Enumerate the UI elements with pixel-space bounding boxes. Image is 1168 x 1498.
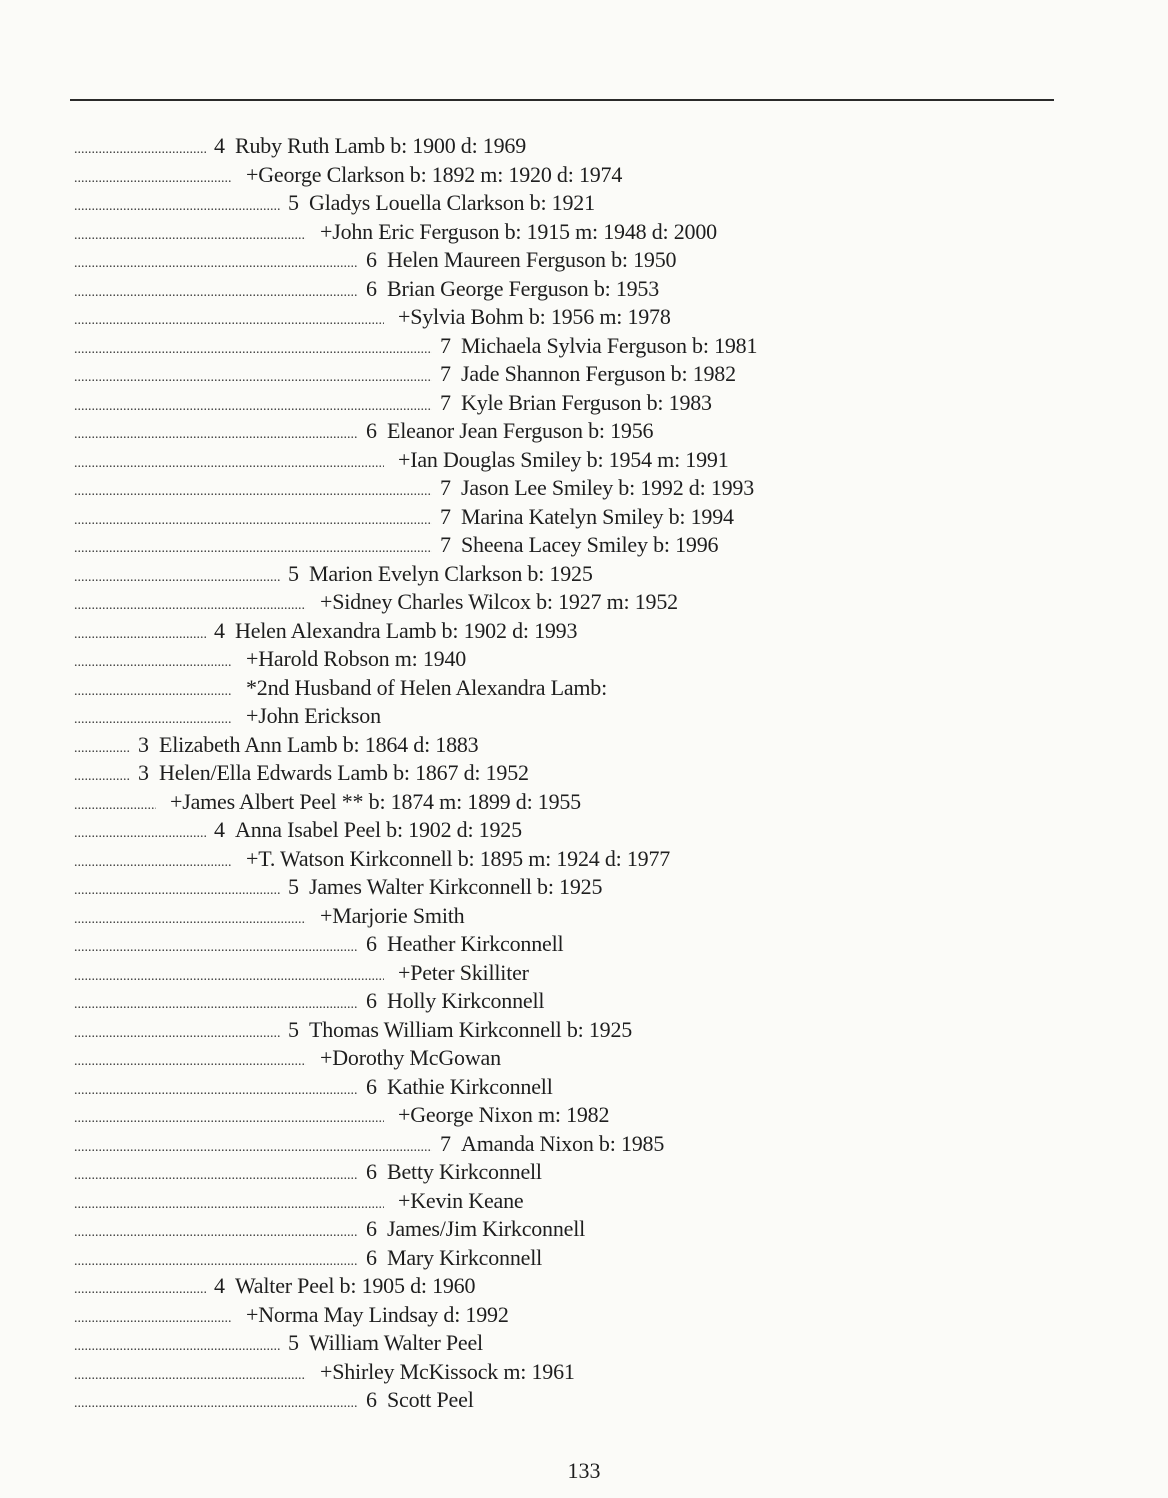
dot-leader [74,934,358,963]
person-entry [74,560,1074,589]
spouse-entry [74,1044,1074,1073]
entry-text: Thomas William Kirkconnell b: 1925 [309,1016,633,1042]
dot-leader [74,1077,358,1106]
entry-text: Brian George Ferguson b: 1953 [387,275,660,301]
dot-leader [74,1219,358,1248]
dot-leader [74,1333,280,1362]
dot-leader [74,336,432,365]
entry-text: William Walter Peel [309,1330,483,1355]
entry-text: Holly Kirkconnell [387,988,545,1013]
generation-number: 6 [366,1387,377,1412]
entry-text: +George Clarkson b: 1892 m: 1920 d: 1974 [246,161,623,187]
generation-number: 7 [440,503,451,529]
generation-number: 3 [138,760,149,785]
dot-leader [74,849,232,878]
person-entry [74,360,1074,389]
dot-leader [74,1390,358,1419]
generation-number: 6 [366,1216,377,1241]
dot-leader [74,364,432,393]
entry-text: Ruby Ruth Lamb b: 1900 d: 1969 [235,133,527,158]
dot-leader [74,678,232,707]
spouse-entry [74,446,1074,475]
entry-text: Kyle Brian Ferguson b: 1983 [461,389,712,415]
entry-text: Elizabeth Ann Lamb b: 1864 d: 1883 [159,731,479,757]
dot-leader [74,792,156,821]
person-entry [74,617,1074,646]
entry-text: +Sylvia Bohm b: 1956 m: 1978 [398,304,671,329]
person-entry [74,1215,1074,1244]
entry-text: Michaela Sylvia Ferguson b: 1981 [461,332,758,358]
person-entry [74,1244,1074,1273]
dot-leader [74,906,306,935]
person-entry [74,189,1074,218]
entry-text: Helen Alexandra Lamb b: 1902 d: 1993 [235,617,578,643]
person-entry [74,759,1074,788]
descendant-tree [74,132,1074,1415]
generation-number: 7 [440,532,451,557]
entry-text: James Walter Kirkconnell b: 1925 [309,874,603,899]
dot-leader [74,564,280,593]
entry-text: Mary Kirkconnell [387,1244,543,1270]
generation-number: 6 [366,247,377,272]
generation-number: 4 [214,1273,225,1298]
dot-leader [74,421,358,450]
entry-text: +Ian Douglas Smiley b: 1954 m: 1991 [398,446,729,472]
entry-text: Marina Katelyn Smiley b: 1994 [461,503,734,529]
generation-number: 6 [366,1244,377,1270]
spouse-entry [74,1358,1074,1387]
person-entry [74,1158,1074,1187]
person-entry [74,1016,1074,1045]
dot-leader [74,1305,232,1334]
person-entry [74,930,1074,959]
spouse-entry [74,788,1074,817]
entry-text: Marion Evelyn Clarkson b: 1925 [309,560,593,586]
entry-text: Anna Isabel Peel b: 1902 d: 1925 [235,817,522,842]
entry-text: Helen Maureen Ferguson b: 1950 [387,247,677,272]
entry-text: +Shirley McKissock m: 1961 [320,1358,575,1384]
dot-leader [74,1020,280,1049]
person-entry [74,531,1074,560]
dot-leader [74,1276,206,1305]
generation-number: 3 [138,731,149,757]
generation-number: 5 [288,874,299,899]
entry-text: Jade Shannon Ferguson b: 1982 [461,361,736,386]
generation-number: 7 [440,1130,451,1156]
generation-number: 6 [366,275,377,301]
generation-number: 6 [366,1073,377,1099]
person-entry [74,246,1074,275]
entry-text: +Dorothy McGowan [320,1045,501,1070]
spouse-entry [74,303,1074,332]
person-entry [74,474,1074,503]
entry-text: Heather Kirkconnell [387,931,564,956]
spouse-entry [74,1101,1074,1130]
entry-text: Eleanor Jean Ferguson b: 1956 [387,418,654,443]
generation-number: 4 [214,133,225,158]
person-entry [74,1272,1074,1301]
dot-leader [74,1048,306,1077]
entry-text: Gladys Louella Clarkson b: 1921 [309,190,595,215]
dot-leader [74,279,358,308]
person-entry [74,1130,1074,1159]
spouse-entry [74,902,1074,931]
dot-leader [74,963,384,992]
spouse-entry [74,1301,1074,1330]
entry-text: Helen/Ella Edwards Lamb b: 1867 d: 1952 [159,760,529,785]
entry-text: +James Albert Peel ** b: 1874 m: 1899 d: 1955 [170,788,581,814]
person-entry [74,987,1074,1016]
dot-leader [74,820,206,849]
dot-leader [74,1162,358,1191]
generation-number: 6 [366,931,377,956]
dot-leader [74,1362,306,1391]
top-rule [70,99,1054,101]
person-entry [74,503,1074,532]
person-entry [74,731,1074,760]
dot-leader [74,250,358,279]
generation-number: 6 [366,418,377,443]
person-entry [74,1073,1074,1102]
entry-text: Sheena Lacey Smiley b: 1996 [461,532,719,557]
spouse-entry [74,702,1074,731]
dot-leader [74,763,130,792]
entry-text: +Kevin Keane [398,1187,524,1213]
entry-text: +Sidney Charles Wilcox b: 1927 m: 1952 [320,589,678,614]
entry-text: +John Erickson [246,703,381,728]
generation-number: 5 [288,190,299,215]
entry-text: +T. Watson Kirkconnell b: 1895 m: 1924 d: 1977 [246,845,671,871]
generation-number: 7 [440,475,451,500]
generation-number: 4 [214,817,225,842]
dot-leader [74,1134,432,1163]
dot-leader [74,649,232,678]
entry-text: +George Nixon m: 1982 [398,1102,610,1127]
generation-number: 7 [440,361,451,386]
entry-text: Kathie Kirkconnell [387,1073,553,1099]
entry-text: +Peter Skilliter [398,959,529,985]
page-number: 133 [567,1458,601,1483]
entry-text: +Marjorie Smith [320,902,465,928]
dot-leader [74,450,384,479]
spouse-entry [74,218,1074,247]
person-entry [74,389,1074,418]
dot-leader [74,507,432,536]
spouse-entry [74,161,1074,190]
generation-number: 5 [288,560,299,586]
generation-number: 7 [440,389,451,415]
person-entry [74,1386,1074,1415]
dot-leader [74,193,280,222]
dot-leader [74,393,432,422]
dot-leader [74,165,232,194]
entry-text: James/Jim Kirkconnell [387,1216,586,1241]
entry-text: +Norma May Lindsay d: 1992 [246,1301,509,1327]
person-entry [74,1329,1074,1358]
generation-number: 5 [288,1330,299,1355]
generation-number: 7 [440,332,451,358]
entry-text: Scott Peel [387,1387,474,1412]
spouse-entry [74,959,1074,988]
spouse-entry [74,674,1074,703]
entry-text: Walter Peel b: 1905 d: 1960 [235,1273,476,1298]
dot-leader [74,222,306,251]
dot-leader [74,1191,384,1220]
spouse-entry [74,588,1074,617]
dot-leader [74,136,206,165]
dot-leader [74,307,384,336]
entry-text: Jason Lee Smiley b: 1992 d: 1993 [461,475,755,500]
generation-number: 4 [214,617,225,643]
spouse-entry [74,845,1074,874]
person-entry [74,275,1074,304]
spouse-entry [74,1187,1074,1216]
dot-leader [74,621,206,650]
entry-text: +Harold Robson m: 1940 [246,646,467,671]
dot-leader [74,735,130,764]
generation-number: 6 [366,988,377,1013]
person-entry [74,332,1074,361]
person-entry [74,816,1074,845]
spouse-entry [74,645,1074,674]
dot-leader [74,1105,384,1134]
person-entry [74,417,1074,446]
generation-number: 5 [288,1016,299,1042]
dot-leader [74,877,280,906]
person-entry [74,132,1074,161]
dot-leader [74,478,432,507]
entry-text: Amanda Nixon b: 1985 [461,1130,665,1156]
person-entry [74,873,1074,902]
generation-number: 6 [366,1159,377,1184]
entry-text: Betty Kirkconnell [387,1159,542,1184]
entry-text: +John Eric Ferguson b: 1915 m: 1948 d: 2000 [320,218,717,244]
entry-text: *2nd Husband of Helen Alexandra Lamb: [246,674,608,700]
